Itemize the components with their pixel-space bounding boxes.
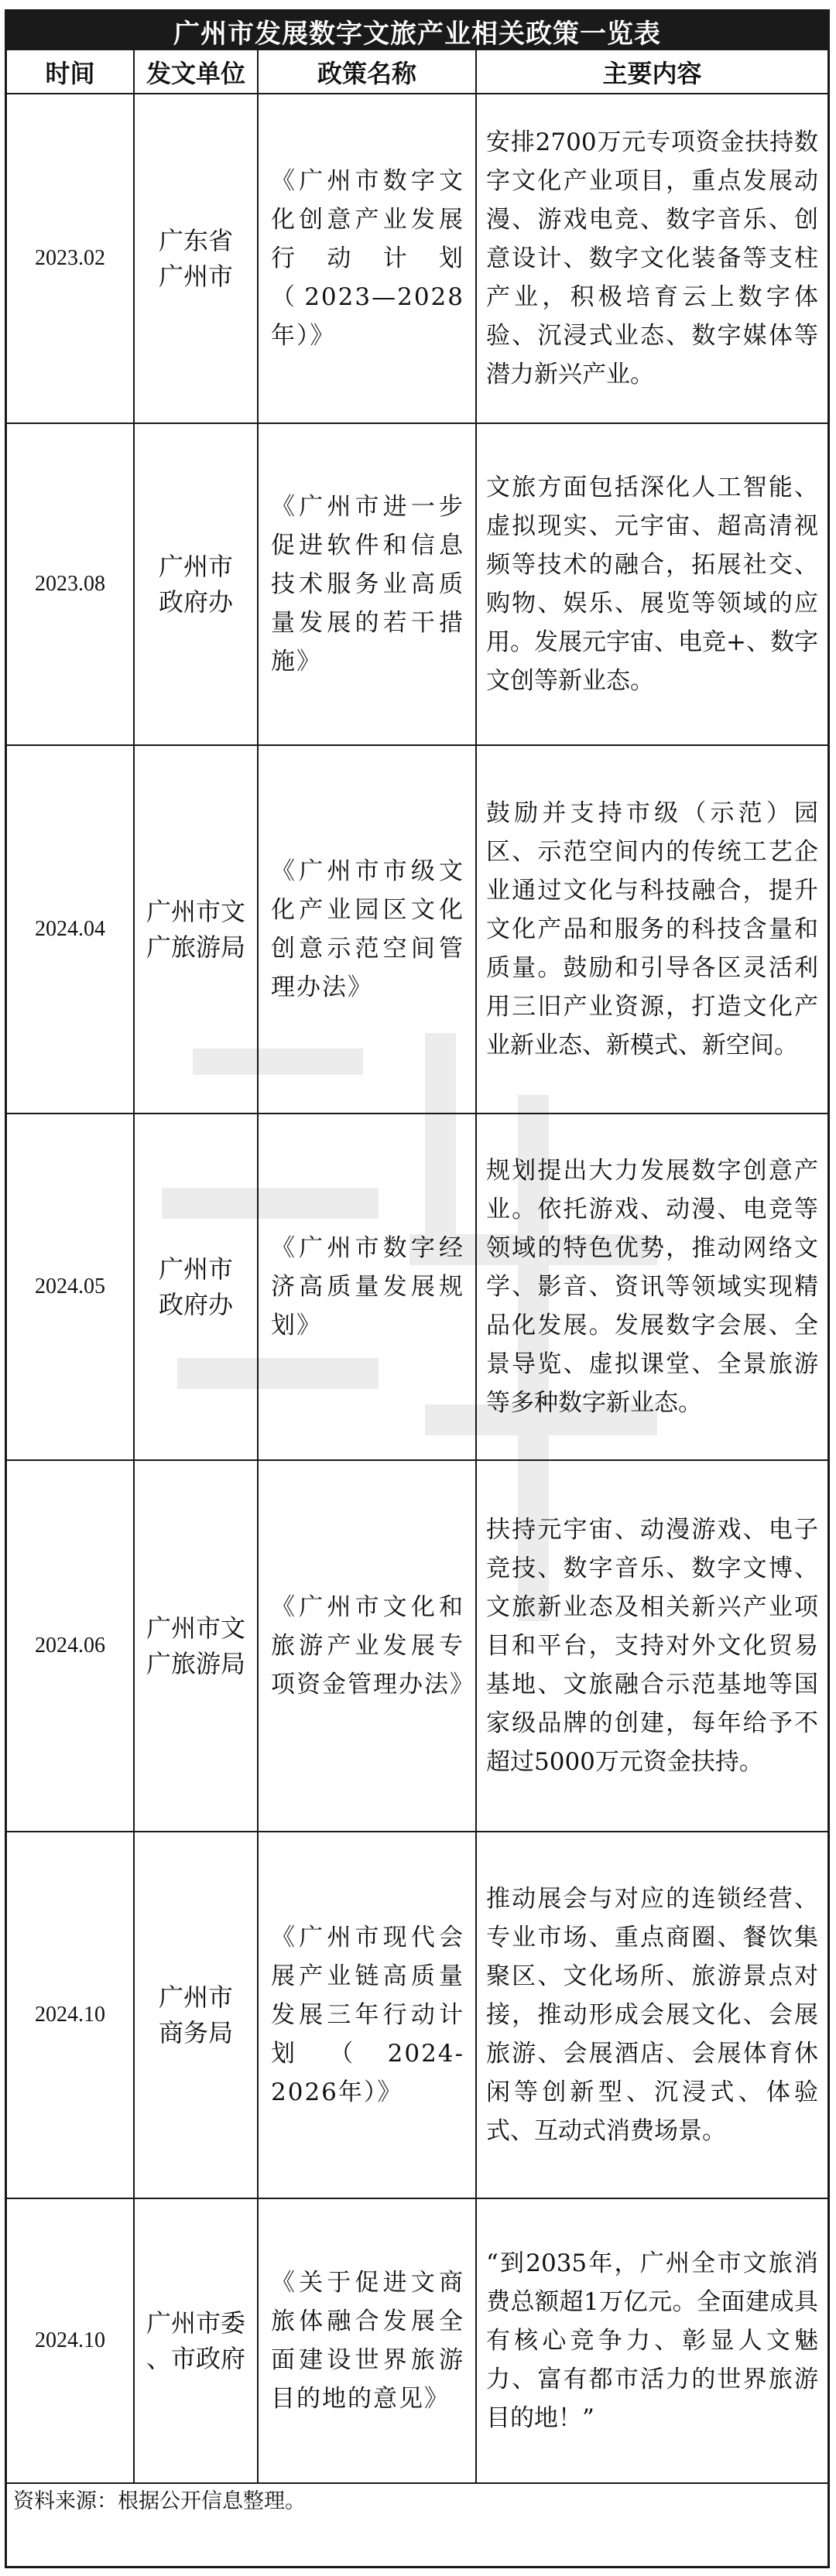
source-row	[7, 2483, 827, 2514]
policy-table	[7, 50, 827, 2514]
table-row	[7, 2198, 827, 2483]
row-main-content: 扶持元宇宙、动漫游戏、电子竞技、数字音乐、数字文博、文旅新业态及相关新兴产业项目和平台，支持对外文化贸易基地、文旅融合示范基地等国家级品牌的创建，每年给予不超过5000万元资金扶持。	[476, 1460, 827, 1832]
row-main-content: 文旅方面包括深化人工智能、虚拟现实、元宇宙、超高清视频等技术的融合，拓展社交、购物、娱乐、展览等领域的应用。发展元宇宙、电竞+、数字文创等新业态。	[476, 423, 827, 745]
header-unit: 发文单位	[134, 50, 258, 94]
row-time: 2023.08	[7, 423, 134, 745]
row-policy-name: 《广州市现代会展产业链高质量发展三年行动计划（2024-2026年）》	[258, 1832, 476, 2198]
row-main-content: “到2035年，广州全市文旅消费总额超1万亿元。全面建成具有核心竞争力、彰显人文魅力、富有都市活力的世界旅游目的地！”	[476, 2198, 827, 2483]
table-title: 广州市发展数字文旅产业相关政策一览表	[7, 12, 827, 50]
table-row	[7, 745, 827, 1114]
row-time: 2024.05	[7, 1114, 134, 1460]
header-time: 时间	[7, 50, 134, 94]
header-row	[7, 50, 827, 94]
table-row	[7, 1460, 827, 1832]
table-row	[7, 94, 827, 423]
row-policy-name: 《广州市市级文化产业园区文化创意示范空间管理办法》	[258, 745, 476, 1114]
table-row	[7, 1114, 827, 1460]
row-unit: 广州市 政府办	[134, 423, 258, 745]
row-policy-name: 《广州市进一步促进软件和信息技术服务业高质量发展的若干措施》	[258, 423, 476, 745]
table-row	[7, 1832, 827, 2198]
row-unit: 广东省 广州市	[134, 94, 258, 423]
header-name: 政策名称	[258, 50, 476, 94]
row-time: 2023.02	[7, 94, 134, 423]
row-unit: 广州市文 广旅游局	[134, 745, 258, 1114]
source-note: 资料来源：根据公开信息整理。	[7, 2483, 827, 2514]
row-main-content: 推动展会与对应的连锁经营、专业市场、重点商圈、餐饮集聚区、文化场所、旅游景点对接，推动形成会展文化、会展旅游、会展酒店、会展体育休闲等创新型、沉浸式、体验式、互动式消费场景。	[476, 1832, 827, 2198]
row-unit: 广州市 商务局	[134, 1832, 258, 2198]
row-policy-name: 《广州市数字文化创意产业发展行动计划（2023—2028年）》	[258, 94, 476, 423]
row-time: 2024.04	[7, 745, 134, 1114]
row-time: 2024.10	[7, 1832, 134, 2198]
table-row	[7, 423, 827, 745]
header-main: 主要内容	[476, 50, 827, 94]
row-policy-name: 《广州市数字经济高质量发展规划》	[258, 1114, 476, 1460]
policy-table-page	[5, 9, 830, 2568]
row-unit: 广州市文 广旅游局	[134, 1460, 258, 1832]
row-policy-name: 《广州市文化和旅游产业发展专项资金管理办法》	[258, 1460, 476, 1832]
row-main-content: 鼓励并支持市级（示范）园区、示范空间内的传统工艺企业通过文化与科技融合，提升文化产品和服务的科技含量和质量。鼓励和引导各区灵活利用三旧产业资源，打造文化产业新业态、新模式、新空间。	[476, 745, 827, 1114]
row-unit: 广州市 政府办	[134, 1114, 258, 1460]
row-time: 2024.06	[7, 1460, 134, 1832]
row-main-content: 规划提出大力发展数字创意产业。依托游戏、动漫、电竞等领域的特色优势，推动网络文学、影音、资讯等领域实现精品化发展。发展数字会展、全景导览、虚拟课堂、全景旅游等多种数字新业态。	[476, 1114, 827, 1460]
row-policy-name: 《关于促进文商旅体融合发展全面建设世界旅游目的地的意见》	[258, 2198, 476, 2483]
row-time: 2024.10	[7, 2198, 134, 2483]
row-main-content: 安排2700万元专项资金扶持数字文化产业项目，重点发展动漫、游戏电竞、数字音乐、创意设计、数字文化装备等支柱产业，积极培育云上数字体验、沉浸式业态、数字媒体等潜力新兴产业。	[476, 94, 827, 423]
row-unit: 广州市委 、市政府	[134, 2198, 258, 2483]
